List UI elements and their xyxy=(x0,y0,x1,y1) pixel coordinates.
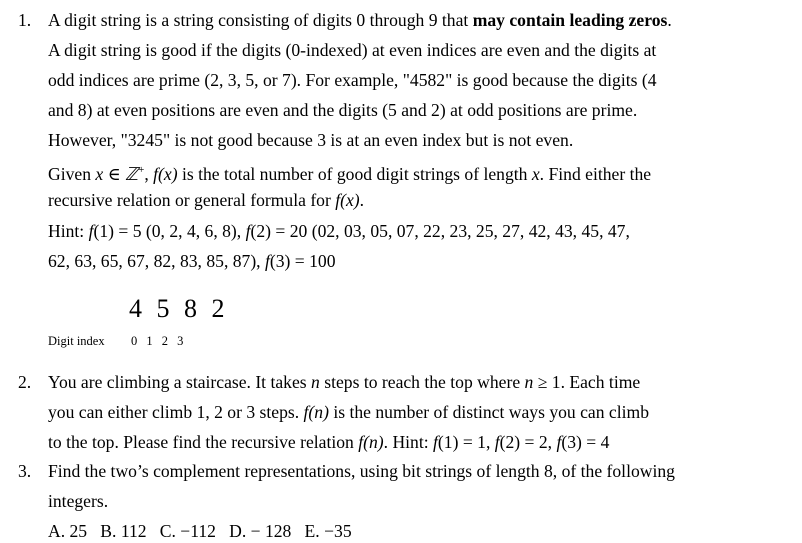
q2-line-2-b: is the number of distinct ways you can climb xyxy=(328,402,649,422)
q3-options: A. 25 B. 112 C. −112 D. − 128 E. −35 xyxy=(48,521,352,541)
q2-line-1-c: ≥ 1. Each time xyxy=(533,372,641,392)
q1-line-7-a: recursive relation or general formula for xyxy=(48,190,336,210)
q3-line-2: integers. xyxy=(48,491,109,511)
q1-math-fx: f(x) xyxy=(153,163,178,184)
q1-math-domain: x ∈ ℤ xyxy=(95,163,139,184)
q1-line-6-b: , xyxy=(144,163,154,184)
q1-line-1-end: . xyxy=(667,10,672,30)
q2-math-fn-2: f(n) xyxy=(358,432,384,452)
q2-line-3 xyxy=(48,430,609,454)
q1-line-6-d: . Find either the xyxy=(539,163,652,184)
q3-line-1: Find the two’s complement representations, using bit strings of length 8, of the following xyxy=(48,461,675,481)
q1-line-7 xyxy=(48,188,364,212)
q2-math-n-2: n xyxy=(524,372,534,392)
q1-line-5: However, "3245" is not good because 3 is at an even index but is not even. xyxy=(48,130,574,150)
q1-hint-a: Hint: xyxy=(48,221,89,241)
q2-number: 2. xyxy=(18,372,32,392)
q2-line-3-b: . Hint: xyxy=(383,432,434,452)
q1-line-6-a: Given xyxy=(48,163,96,184)
q2-line-1 xyxy=(48,370,640,394)
q2-line-1-b: steps to reach the top where xyxy=(319,372,525,392)
q1-hint-f2: f xyxy=(245,221,251,241)
q1-math-fx-2: f(x) xyxy=(335,190,360,210)
q1-hint-f3: f xyxy=(264,251,270,271)
q1-math-sup: + xyxy=(138,164,145,176)
q2-line-3-e: (3) = 4 xyxy=(561,432,610,452)
q3-number: 3. xyxy=(18,461,32,481)
q2-line-3-d: (2) = 2, xyxy=(499,432,557,452)
q1-line-7-b: . xyxy=(359,190,365,210)
q1-line-1 xyxy=(48,8,672,32)
q1-line-4: and 8) at even positions are even and the digits (5 and 2) at odd positions are prime. xyxy=(48,100,638,120)
q1-line-6 xyxy=(48,158,651,186)
q1-hint-line-1 xyxy=(48,219,630,243)
q2-line-2-a: you can either climb 1, 2 or 3 steps. xyxy=(48,402,304,422)
q2-hint-f1: f xyxy=(433,432,438,452)
q2-math-n: n xyxy=(311,372,320,392)
q1-emphasis: may contain leading zeros xyxy=(472,10,668,30)
q1-math-x: x xyxy=(531,163,540,184)
q2-hint-f2: f xyxy=(494,432,500,452)
q2-math-fn: f(n) xyxy=(303,402,329,422)
q1-line-1-text: A digit string is a string consisting of digits 0 through 9 that xyxy=(48,10,473,30)
q1-hint-f1: f xyxy=(88,221,94,241)
q2-line-1-a: You are climbing a staircase. It takes xyxy=(48,372,312,392)
q1-number: 1. xyxy=(18,10,32,30)
q1-hint-c: (2) = 20 (02, 03, 05, 07, 22, 23, 25, 27, 42, 43, 45, 47, xyxy=(250,221,630,241)
q1-hint-b: (1) = 5 (0, 2, 4, 6, 8), xyxy=(93,221,246,241)
q1-hint-e: (3) = 100 xyxy=(269,251,336,271)
q2-line-2 xyxy=(48,400,649,424)
example-digit-string: 4 5 8 2 xyxy=(129,294,229,323)
q2-line-3-c: (1) = 1, xyxy=(437,432,495,452)
q1-line-6-c: is the total number of good digit strings of length xyxy=(177,163,532,184)
digit-index-values: 0 1 2 3 xyxy=(131,334,184,348)
q2-line-3-a: to the top. Please find the recursive relation xyxy=(48,432,359,452)
q1-line-2: A digit string is good if the digits (0-indexed) at even indices are even and the digits at xyxy=(48,40,657,60)
q2-hint-f3: f xyxy=(556,432,562,452)
digit-index-label: Digit index xyxy=(48,334,105,348)
q1-line-3: odd indices are prime (2, 3, 5, or 7). For example, "4582" is good because the digits (4 xyxy=(48,70,657,90)
q1-hint-d: 62, 63, 65, 67, 82, 83, 85, 87), xyxy=(48,251,265,271)
q1-hint-line-2 xyxy=(48,249,336,273)
